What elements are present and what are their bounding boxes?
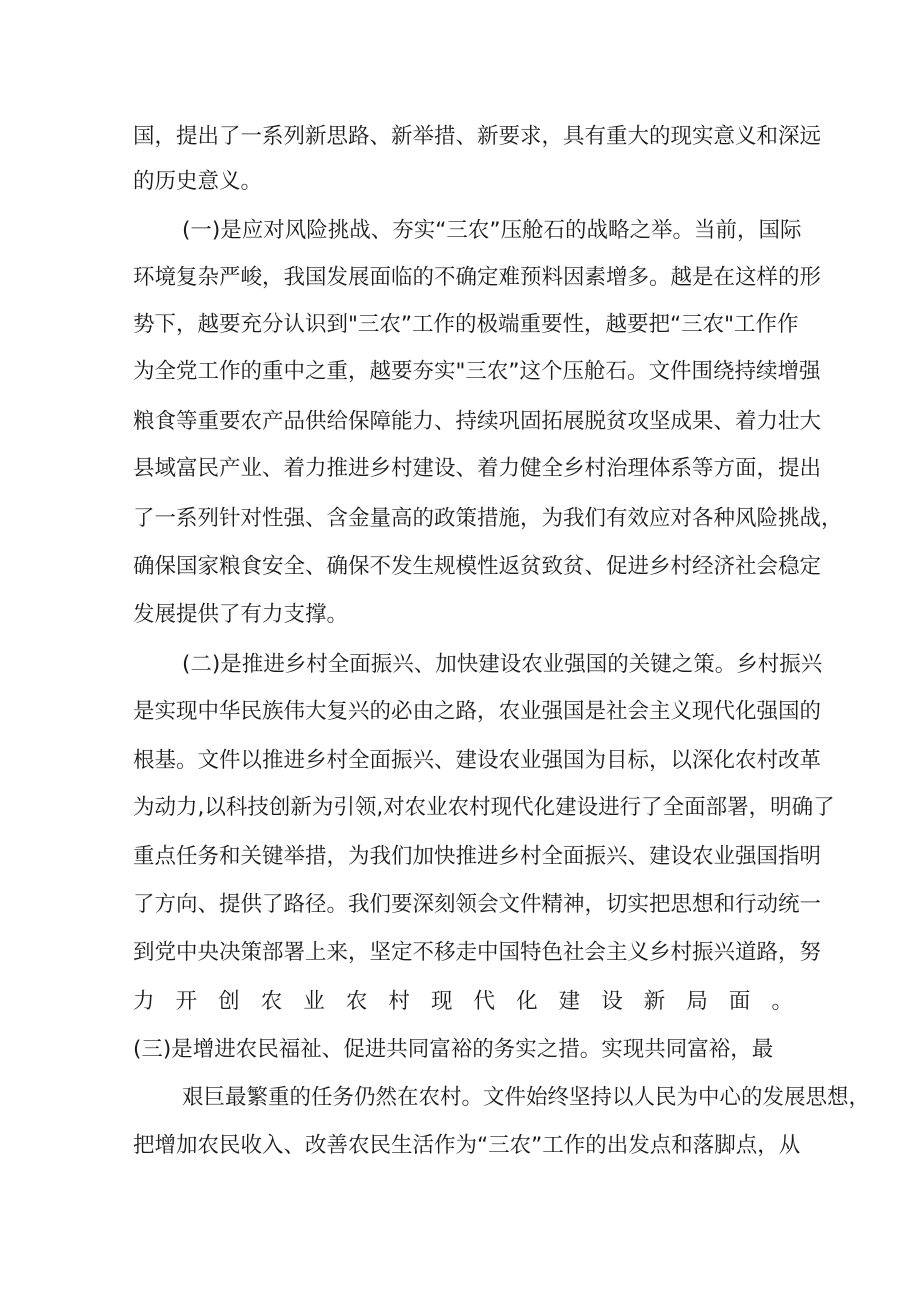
text-line: 到党中央决策部署上来，坚定不移走中国特色社会主义乡村振兴道路，努 [133,940,822,965]
text-line: 发展提供了有力支撑。 [133,602,349,627]
text-line: 势下，越要充分认识到"三农”工作的极端重要性，越要把“三农"工作作 [133,312,799,337]
text-line: 了方向、提供了路径。我们要深刻领会文件精神，切实把思想和行动统一 [133,892,822,917]
paragraph-heading-line: 艰巨最繁重的任务仍然在农村。文件始终坚持以人民为中心的发展思想， [182,1085,871,1110]
text-line: 确保国家粮食安全、确保不发生规模性返贫致贫、促进乡村经济社会稳定 [133,554,822,579]
text-line: 力开创农业农村现代化建设新局面。 [133,989,793,1014]
text-line: 国，提出了一系列新思路、新举措、新要求，具有重大的现实意义和深远 [133,124,822,149]
text-line: (三)是增进农民福祉、促进共同富裕的务实之措。实现共同富裕，最 [133,1037,774,1062]
text-line: 重点任务和关键举措，为我们加快推进乡村全面振兴、建设农业强国指明 [133,844,822,869]
paragraph-heading-line: (二)是推进乡村全面振兴、加快建设农业强国的关键之策。乡村振兴 [182,652,823,677]
text-line: 根基。文件以推进乡村全面振兴、建设农业强国为目标，以深化农村改革 [133,748,822,773]
text-line: 粮食等重要农产品供给保障能力、持续巩固拓展脱贫攻坚成果、着力壮大 [133,409,822,434]
text-line: 的历史意义。 [133,169,263,194]
text-line [133,1174,793,1214]
text-line: 把增加农民收入、改善农民生活作为“三农”工作的出发点和落脚点，从 [133,1133,801,1158]
text-line: 为动力,以科技创新为引领,对农业农村现代化建设进行了全面部署，明确了 [133,795,835,820]
text-line: 为全党工作的重中之重，越要夯实"三农”这个压舱石。文件围绕持续增强 [133,359,821,384]
text-line: 了一系列针对性强、含金量高的政策措施，为我们有效应对各种风险挑战， [133,506,843,531]
text-line: 是实现中华民族伟大复兴的必由之路，农业强国是社会主义现代化强国的 [133,699,822,724]
text-line: 环境复杂严峻，我国发展面临的不确定难预料因素增多。越是在这样的形 [133,265,822,290]
text-line: 县域富民产业、着力推进乡村建设、着力健全乡村治理体系等方面，提出 [133,456,822,481]
paragraph-heading-line: (一)是应对风险挑战、夯实“三农”压舱石的战略之举。当前，国际 [182,218,802,243]
